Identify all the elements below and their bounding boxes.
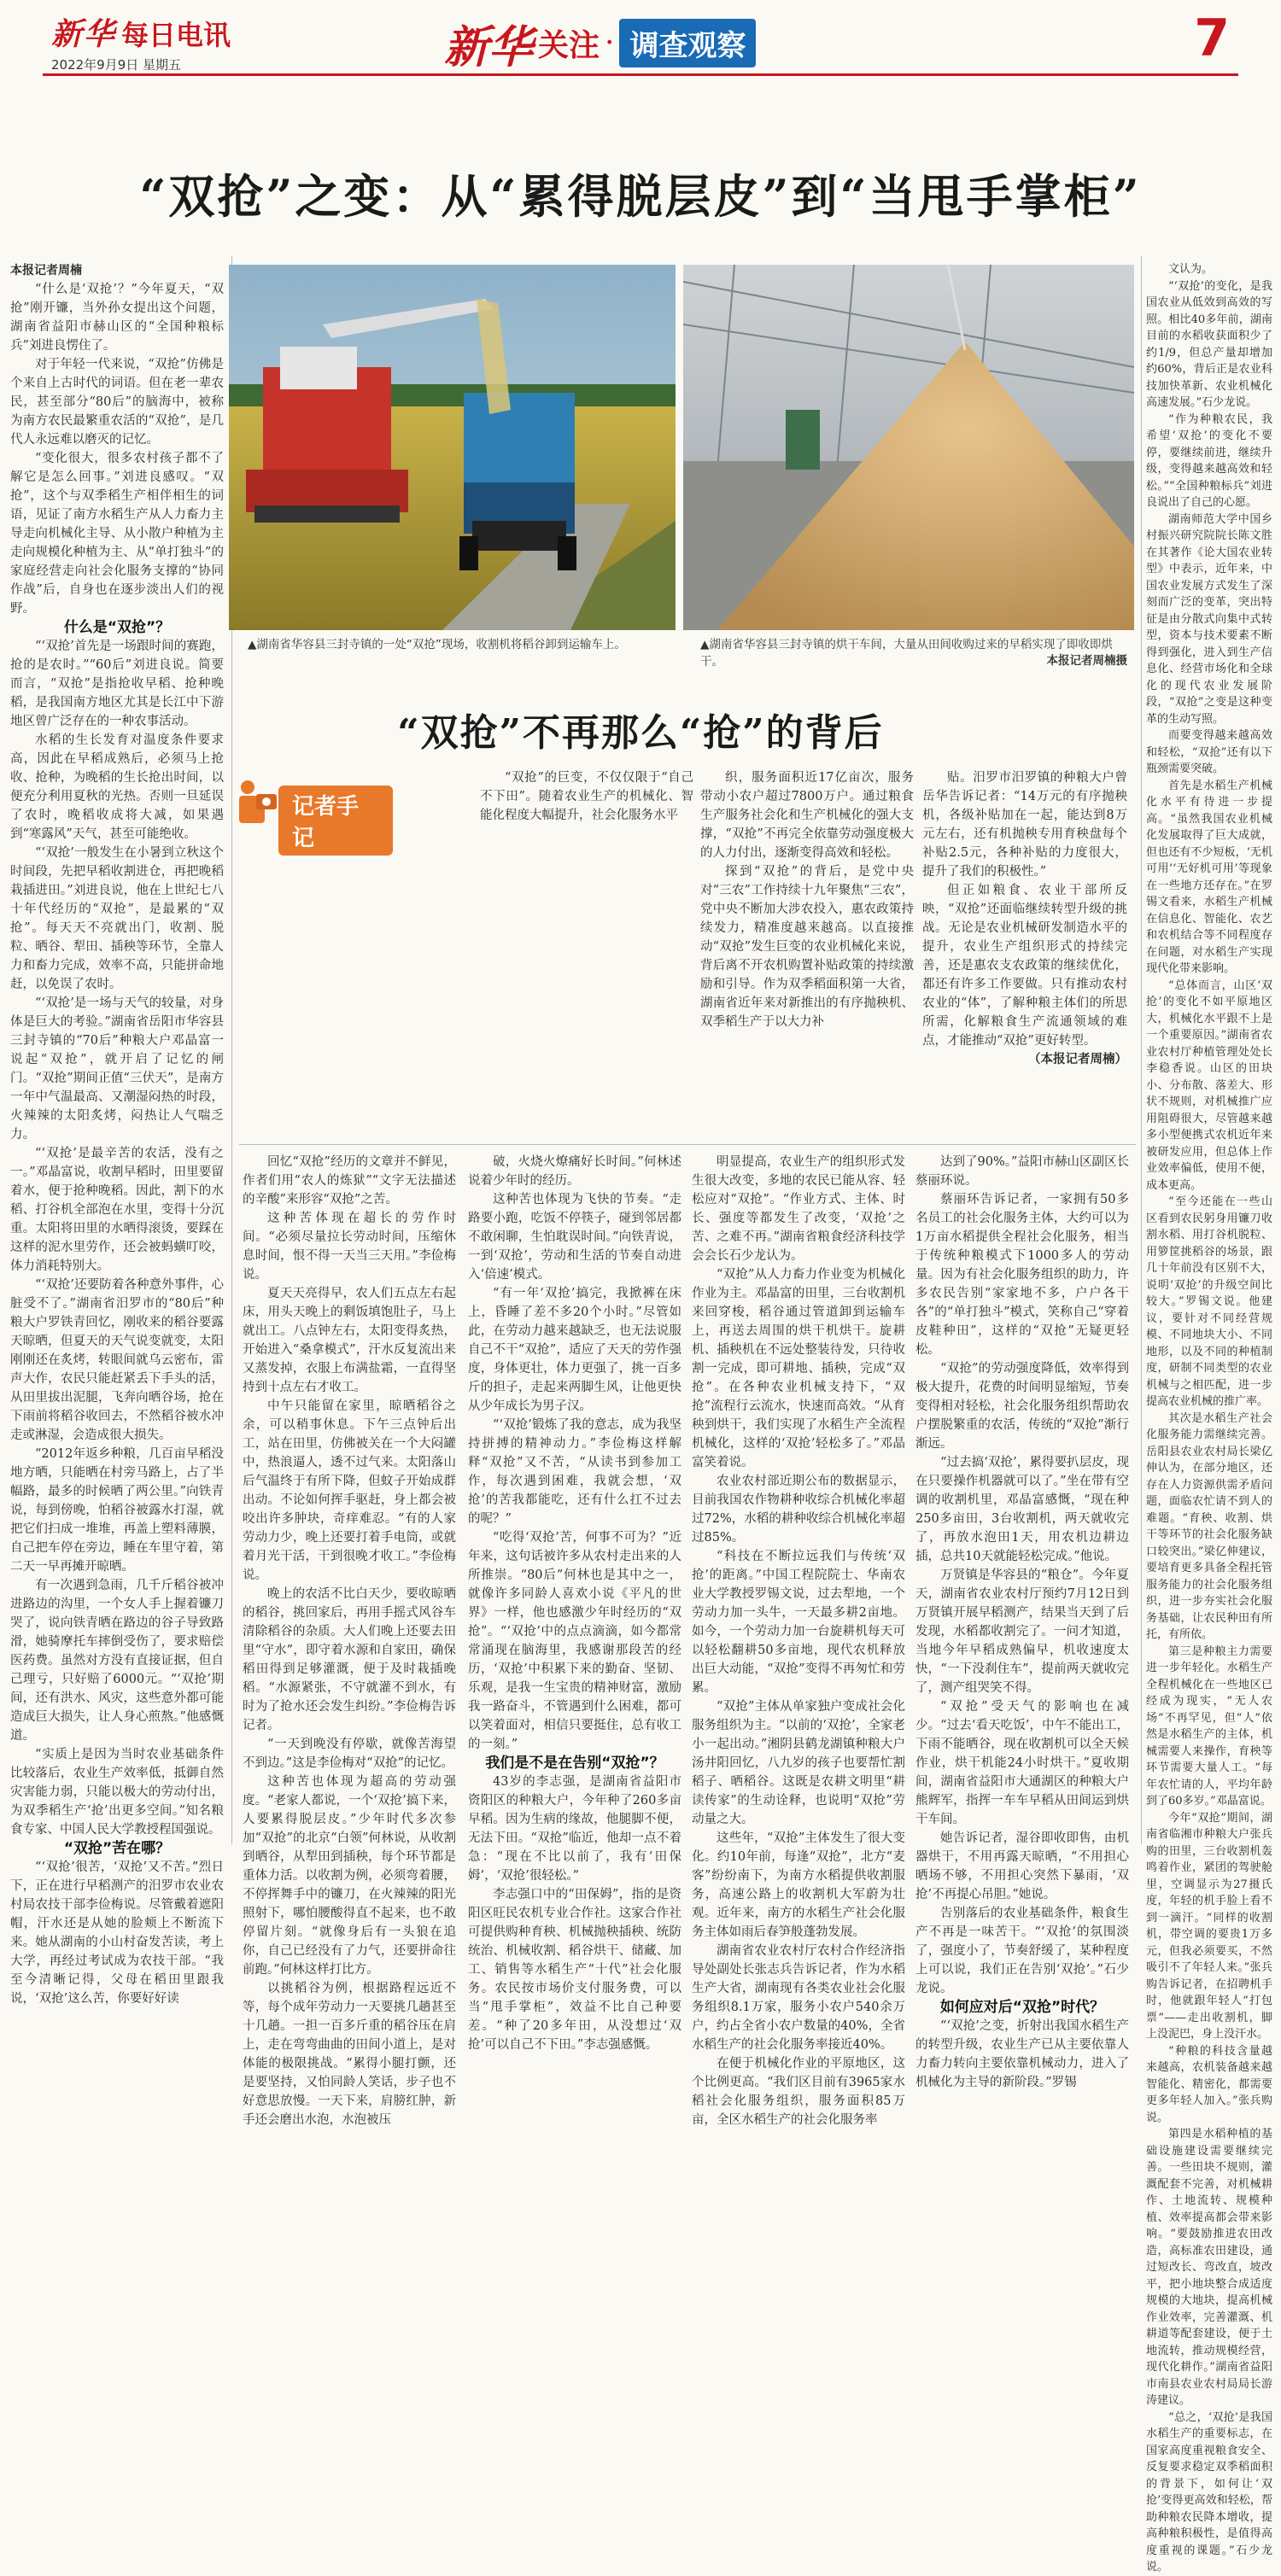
section-name-badge: 调查观察	[619, 19, 756, 67]
paragraph: “作为种粮农民，我希望‘双抢’的变化不要停，要继续前进，继续升级，变得越来越高效和轻松。”“全国种粮标兵”刘进良说出了自己的心愿。	[1146, 412, 1272, 509]
paragraph: “双抢”的巨变，不仅仅限于“自己不下田”。随着农业生产的机械化、智能化程度大幅提升，社会化服务水平	[480, 771, 693, 822]
paragraph: “‘双抢’是最辛苦的农活，没有之一。”邓晶富说，收割早稻时，田里要留着水，便于抢种晚稻。因此，割下的水稻、打谷机全部泡在水里，变得十分沉重。太阳将田里的水晒得滚烫，要踩在这样的泥水里劳作，还会被蚂蟥叮咬，体力消耗特别大。	[10, 1147, 224, 1273]
subheading: “双抢”苦在哪？	[63, 1840, 171, 1857]
paragraph: 中午只能留在家里，晾晒稻谷之余，可以稍事休息。下午三点钟后出工，站在田里，仿佛被关在一个大闷罐中，热浪逼人，透不过气来。太阳落山后气温终于有所下降，但蚊子开始成群出动。不论如何挥手驱赶，身上都会被咬出许多肿块，奇痒难忍。“有的人家劳动力少，晚上还要打着手电筒，或就着月光干活，干到很晚才收工。”李俭梅说。	[243, 1399, 456, 1582]
photo-credit: 本报记者周楠摄	[1046, 654, 1127, 668]
paragraph: 文认为。	[1168, 263, 1214, 276]
note-column-4	[922, 768, 1127, 1136]
photo-harvest-field	[229, 265, 676, 630]
subheading: 如何应对后“双抢”时代？	[939, 1999, 1105, 2016]
paragraph: 这种苦也体现为飞快的节奏。“走路要小跑，吃饭不停筷子，碰到邻居都不敢闲聊，生怕耽误时间。”向铁青说，一到‘双抢’，劳动和生活的节奏自动进入‘倍速’模式。	[468, 1193, 681, 1282]
photo-caption-left: ▲湖南省华容县三封寺镇的一处“双抢”现场，收割机将稻谷卸到运输车上。	[248, 638, 626, 651]
page-number: 7	[1194, 9, 1230, 68]
paragraph: 今年“双抢”期间，湖南省临湘市种粮大户张兵购的田里，三台收割机轰鸣着作业，紧团的驾驶舱里，空调显示为27摄氏度，年轻的机手脸上看不到一滴汗。“同样的收割机，带空调的要贵1万多元，但我必须要买，不然吸引不了年轻人来。”张兵购告诉记者，在招聘机手时，他就跟年轻人“打包票”——走出收割机，脚上没泥巴，身上没汗水。	[1146, 1811, 1272, 2041]
paragraph: 第四是水稻种植的基础设施建设需要继续完善。一些田块不规则，灌溉配套不完善，对机械耕作、土地流转、规模种植、效率提高都会带来影响。“要鼓励推进农田改造，高标准农田建设，通过短改长、弯改直，坡改平，把小地块整合成适度规模的大地块，提高机械作业效率，完善灌溉、机耕道等配套建设，便于土地流转，推动规模经营，现代化耕作。”湖南省益阳市南县农业农村局局长游涛建议。	[1146, 2128, 1272, 2407]
photo-drying-workshop	[683, 265, 1134, 630]
article-column-3	[468, 1153, 681, 2052]
section-focus: 关注	[538, 27, 600, 63]
paragraph: “‘双抢’的变化，是我国农业从低效到高效的写照。相比40多年前，湖南目前的水稻收获面积少了约1/9，但总产量却增加约60%，背后正是农业科技加快革新、农业机械化高速发展。”石少龙说。	[1146, 279, 1272, 409]
paragraph: “科技在不断拉远我们与传统‘双抢’的距离。”中国工程院院士、华南农业大学教授罗锡文说，过去犁地，一个劳动力加一头牛，一天最多耕2亩地。如今，一个劳动力加一台旋耕机每天可以轻松翻耕50多亩地，现代农机释放出巨大动能，“双抢”变得不再匆忙和劳累。	[692, 1550, 905, 1695]
grain-pile-image	[683, 265, 1134, 630]
section-header	[444, 17, 756, 73]
paragraph: 但正如粮食、农业干部所反映，“双抢”还面临继续转型升级的挑战。无论是农业机械研发制造水平的提升，农业生产组织形式的持续完善，还是惠农支农政策的继续优化，都还有许多工作要做。只有推动农村农业的“体”，了解种粮主体们的所思所需，化解粮食生产流通领域的难点，才能推动“双抢”更好转型。	[922, 884, 1127, 1048]
paragraph: 蔡丽环告诉记者，一家拥有50多名员工的社会化服务主体，大约可以为1万亩水稻提供全程社会化服务，相当于传统种粮模式下1000多人的劳动量。因为有社会化服务组织的助力，许多农民告别“家家地不多，户户各干各”的“单打独斗”模式，笑称自己“穿着皮鞋种田”，这样的“双抢”无疑更轻松。	[915, 1193, 1129, 1357]
paragraph: “‘双抢’很苦，‘双抢’又不苦。”烈日下，正在进行早稻测产的汨罗市农业农村局农技干部李俭梅说。尽管戴着遮阳帽，汗水还是从她的脸颊上不断流下来。她从湖南的小山村奋发苦读，考上大学，再经过考试成为农技干部。“我至今清晰记得，父母在稻田里跟我说，‘双抢’这么苦，你要好好读	[10, 1860, 224, 2006]
paragraph: 回忆“双抢”经历的文章并不鲜见，作者们用“农人的炼狱”“文字无法描述的辛酸”来形容“双抢”之苦。	[243, 1155, 456, 1206]
paragraph: 破，火烧火燎痛好长时间。”何林述说着少年时的经历。	[468, 1155, 681, 1188]
note-column-lead	[248, 832, 471, 1140]
paragraph: “变化很大，很多农村孩子都不了解它是怎么回事。”刘进良感叹。“双抢”，这个与双季稻生产相伴相生的词语，见证了南方水稻生产从人力畜力主导走向机械化主导、从小散户种植为主走向规模化种植为主、从“单打独斗”的家庭经营走向社会化服务支撑的“协同作战”后，自身也在逐步淡出人们的视野。	[10, 452, 224, 616]
note-column-2	[480, 768, 693, 1136]
article-column-4	[692, 1153, 905, 2127]
paragraph: “总之，‘双抢’是我国水稻生产的重要标志，在国家高度重视粮食安全、反复要求稳定双季稻面积的背景下，如何让‘双抢’变得更高效和轻松，帮助种粮农民降本增收，提高种粮积极性，是值得高度重视的课题。”石少龙说。	[1146, 2410, 1272, 2573]
photo-caption-right: ▲湖南省华容县三封寺镇的烘干车间，大量从田间收购过来的早稻实现了即收即烘干。	[700, 638, 1113, 669]
paragraph: “‘双抢’一般发生在小暑到立秋这个时间段，先把早稻收割进仓，再把晚稻栽插进田。”刘进良说，他在上世纪七八十年代经历的“双抢”，是最累的“双抢”。每天天不亮就出门，收割、脱粒、晒谷、犁田、插秧等环节，全靠人力和畜力完成，效率不高，只能拼命地赶，以免误了农时。	[10, 846, 224, 991]
section-dot: ·	[605, 25, 615, 61]
paragraph: “双抢”主体从单家独户变成社会化服务组织为主。“以前的‘双抢’，全家老小一起出动。”湘阴县鹤龙湖镇种粮大户汤井阳回忆，八九岁的孩子也要帮忙割稻子、晒稻谷。这既是农耕文明里“耕读传家”的生动诠释，也说明“双抢”劳动量之大。	[692, 1700, 905, 1826]
subheading: 我们是不是在告别“双抢”？	[485, 1755, 664, 1772]
paragraph: 以挑稻谷为例，根据路程远近不等，每个成年劳动力一天要挑几趟甚至十几趟。一担一百多斤重的稻谷压在肩上，走在弯弯曲曲的田间小道上，是对体能的极限挑战。“累得小腿打颤，还是要坚持，又怕同龄人笑话，步子也不好意思放慢。一天下来，肩膀红肿，新手还会磨出水泡，水泡被压	[243, 1982, 456, 2127]
paragraph: “‘双抢’是一场与天气的较量，对身体是巨大的考验。”湖南省岳阳市华容县三封寺镇的“70后”种粮大户邓晶富一说起“双抢”，就开启了记忆的闸门。“双抢”期间正值“三伏天”，是南方一年中气温最高、又潮湿闷热的时段，火辣辣的太阳炙烤，闷热让人气喘乏力。	[10, 996, 224, 1142]
reporter-note-badge	[231, 775, 393, 851]
paragraph: 农业农村部近期公布的数据显示，目前我国农作物耕种收综合机械化率超过72%，水稻的耕种收综合机械化率超过85%。	[692, 1475, 905, 1545]
byline: 本报记者周楠	[10, 264, 82, 277]
paragraph: 她告诉记者，湿谷即收即售，由机器烘干，不用再露天晾晒，“不用担心晒场不够，不用担心突然下暴雨，‘双抢’不再提心吊胆。”她说。	[915, 1831, 1129, 1901]
paragraph: 晚上的农活不比白天少，要收晾晒的稻谷，挑回家后，再用手摇式风谷车清除稻谷的杂质。大人们晚上还要去田里“守水”，即守着水源和自家田，确保稻田得到足够灌溉，便于及时栽插晚稻。“水源紧张，不守就灌不到水，有时为了抢水还会发生纠纷。”李俭梅告诉记者。	[243, 1587, 456, 1732]
paragraph: “至今还能在一些山区看到农民躬身用镰刀收割水稻、用打谷机脱粒、用箩筐挑稻谷的场景，跟几十年前没有区别不大，说明‘双抢’的升级空间比较大。”罗锡文说。他建议，要针对不同经营规模、不同地块大小、不同地形，以及不同的种植制度，研制不同类型的农业机械与之相匹配，进一步提高农业机械的推广率。	[1146, 1195, 1272, 1408]
paragraph: 贴。汨罗市汨罗镇的种粮大户曾岳华告诉记者：“14万元的有序抛秧机，各级补贴加在一起，能达到8万元左右，还有机抛秧专用育秧盘每个补贴2.5元，各种补贴的力度很大，提升了我们的积极性。”	[922, 771, 1127, 879]
brand-logo: 新华	[51, 16, 117, 52]
paragraph: “2012年返乡种粮，几百亩早稻没地方晒，只能晒在村旁马路上，占了半幅路，最多的时候晒了两公里。”向铁青说，每到傍晚，怕稻谷被露水打湿，就把它们扫成一堆堆，再盖上塑料薄膜，自己把车停在旁边，睡在车里守着，第二天一早再摊开晾晒。	[10, 1447, 224, 1574]
paragraph: 首先是水稻生产机械化水平有待进一步提高。“虽然我国农业机械化发展取得了巨大成就，但也还有不少短板，‘无机可用’‘无好机可用’等现象在一些地方还存在。”在罗锡文看来，水稻生产机械在信息化、智能化、农艺和农机结合等不同程度存在问题，对水稻生产实现现代化带来影响。	[1146, 779, 1272, 975]
issue-date: 2022年9月9日 星期五	[51, 57, 182, 73]
paragraph: 这种苦体现在超长的劳作时间。“必须尽量拉长劳动时间，压缩休息时间，恨不得一天当三天用。”李俭梅说。	[243, 1212, 456, 1282]
paragraph: “一天到晚没有停歇，就像苦海望不到边。”这是李俭梅对“双抢”的记忆。	[243, 1738, 456, 1770]
paragraph: 李志强口中的“田保姆”，指的是资阳区旺民农机专业合作社。这家合作社可提供购种育秧、机械抛秧插秧、统防统治、机械收割、稻谷烘干、储藏、加工、销售等水稻生产“十代”社会化服务。农民按市场价支付服务费，可以当“甩手掌柜”，效益不比自己种要差。“种了20多年田，从没想过‘双抢’可以自己不下田。”李志强感慨。	[468, 1888, 681, 2052]
paragraph: 湖南师范大学中国乡村振兴研究院院长陈文胜在其著作《论大国农业转型》中表示，近年来，中国农业发展方式发生了深刻而广泛的变革，突出特征是由分散式向集中式转型，资本与技术要素不断得到强化，进入到生产信息化、经营市场化和全球化的现代农业发展阶段，“双抢”之变是这种变革的生动写照。	[1146, 512, 1272, 726]
paragraph: 明显提高，农业生产的组织形式发生很大改变，多地的农民已能从容、轻松应对“双抢”。“作业方式、主体、时长、强度等都发生了改变，‘双抢’之苦、之难不再。”湖南省粮食经济科技学会会长石少龙认为。	[692, 1155, 905, 1263]
paragraph: 织，服务面积近17亿亩次，服务带动小农户超过7800万户。通过粮食生产服务社会化和生产机械化的强大支撑，“双抢”不再完全依靠劳动强度极大的人力付出，逐渐变得高效和轻松。	[700, 771, 914, 860]
paragraph: 43岁的李志强，是湖南省益阳市资阳区的种粮大户，今年种了260多亩早稻。因为生病的缘故，他腿脚不便，无法下田。“双抢”临近，他却一点不着急：“现在不比以前了，我有‘田保姆’，‘双抢’很轻松。”	[468, 1775, 681, 1883]
paragraph: 湖南省农业农村厅农村合作经济指导处副处长张志兵告诉记者，作为水稻生产大省，湖南现有各类农业社会化服务组织8.1万家，服务小农户540余万户，约占全省小农户数量的40%，全省水稻生产的社会化服务率接近40%。	[692, 1944, 905, 2052]
masthead-rule	[43, 73, 1238, 76]
paragraph: “吃得‘双抢’苦，何事不可为？”近年来，这句话被许多从农村走出来的人所推崇。“80后”何林也是其中之一，就像许多同龄人喜欢小说《平凡的世界》一样，他也感激少年时经历的“双抢”。“‘双抢’中的点点滴滴，如今都常常涌现在脑海里，我感谢那段苦的经历，‘双抢’中积累下来的勤奋、坚韧、乐观，是我一生宝贵的精神财富，激励我一路奋斗，不管遇到什么困难，都可以笑着面对，相信只要挺住，总有收工的一刻。”	[468, 1531, 681, 1751]
paragraph: “什么是‘双抢’？”今年夏天，“双抢”刚开镰，当外孙女提出这个问题，湖南省益阳市赫山区的“全国种粮标兵”刘进良愣住了。	[10, 283, 224, 353]
paragraph: 达到了90%。”益阳市赫山区副区长蔡丽环说。	[915, 1155, 1129, 1188]
paragraph: 对于年轻一代来说，“双抢”仿佛是个来自上古时代的词语。但在老一辈农民，甚至部分“80后”的脑海中，被称为南方农民最繁重农活的“双抢”，是几代人永远难以磨灭的记忆。	[10, 358, 224, 447]
paragraph: “双抢”的劳动强度降低，效率得到极大提升，花费的时间明显缩短，节奏变得相对轻松，社会化服务组织帮助农户摆脱繁重的农活，传统的“双抢”渐行渐远。	[915, 1362, 1129, 1451]
subheading: 什么是“双抢”？	[63, 619, 171, 636]
article-column-2	[243, 1153, 456, 2127]
paragraph: 而要变得越来越高效和轻松，“双抢”还有以下瓶颈需要突破。	[1146, 729, 1272, 775]
note-column-3	[700, 768, 914, 1136]
paragraph: “‘双抢’之变，折射出我国水稻生产的转型升级，农业生产已从主要依靠人力畜力转向主要依靠机械动力，进入了机械化为主导的新阶段。”罗锡	[915, 2019, 1129, 2089]
paragraph: 水稻的生长发育对温度条件要求高，因此在早稻成熟后，必须马上抢收、抢种，为晚稻的生长抢出时间，以便充分利用夏秋的光热。否则一旦延误了农时，晚稻收成将大减，如果遇到“寒露风”天气，甚至可能绝收。	[10, 733, 224, 841]
paragraph: 探到“双抢”的背后，是党中央对“三农”工作持续十九年聚焦“三农”，党中央不断加大涉农投入，惠农政策持续发力，精准度越来越高。以直接推动“双抢”发生巨变的农业机械化来说，背后离不开农机购置补贴政策的持续激励和引导。作为双季稻面积第一大省，湖南省近年来对新推出的有序抛秧机、双季稻生产于以大力补	[700, 865, 914, 1029]
paragraph: 有一次遇到急雨，几千斤稻谷被冲进路边的沟里，一个女人手上握着镰刀哭了，说向铁青晒在路边的谷子导致路滑，她骑摩托车摔倒受伤了，要求赔偿医药费。虽然对方没有直接证据，但自己理亏，只好赔了6000元。“‘双抢’期间，还有洪水、风灾，这些意外都可能造成巨大损失，让人身心煎熬。”他感慨道。	[10, 1579, 224, 1743]
masthead-left	[51, 10, 273, 73]
paragraph: “有一年‘双抢’搞完，我掀裤在床上，昏睡了差不多20个小时。”尽管如此，在劳动力越来越缺乏，也无法说服自己不干“双抢”，适应了天天的劳作强度，身体更壮，体力更强了，挑一百多斤的担子，走起来两脚生风，让他更快从少年成长为男子汉。	[468, 1287, 681, 1413]
section-brand: 新华	[444, 20, 534, 73]
paragraph: “实质上是因为当时农业基础条件比较落后，农业生产效率低，抵御自然灾害能力弱，只能以极大的劳动付出，为双季稻生产‘抢’出更多空间。”知名粮食专家、中国人民大学教授程国强说。	[10, 1748, 224, 1837]
paragraph: 第三是种粮主力需要进一步年轻化。水稻生产全程机械化在一些地区已经成为现实，“无人农场”不再罕见，但“人”依然是水稻生产的主体，机械需要人来操作，育秧等环节需要大量人工。“每年农忙请的人，平均年龄到了60多岁。”邓晶富说。	[1146, 1644, 1272, 1808]
camera-reporter-icon	[231, 775, 282, 827]
paragraph: 万贤镇是华容县的“粮仓”。今年夏天，湖南省农业农村厅预约7月12日到万贤镇开展早稻测产，结果当天到了后发现，水稻都收割完了。一问才知道，当地今年早稻成熟偏早，机收速度太快，“一下没刹住车”，提前两天就收完了，测产组哭笑不得。	[915, 1568, 1129, 1695]
paragraph: “‘双抢’还要防着各种意外事件，心脏受不了。”湖南省汨罗市的“80后”种粮大户罗铁青回忆，刚收来的稻谷要露天晾晒，但夏天的天气说变就变，太阳刚刚还在炙烤，转眼间就乌云密布，雷声大作，农民只能赶紧丢下手头的活，从田里拔出泥腿，飞奔向晒谷场，抢在下雨前将稻谷收回去，不然稻谷被水冲走或淋湿，会造成很大损失。	[10, 1278, 224, 1442]
sub-article-headline: “双抢”不再那么“抢”的背后	[397, 711, 884, 755]
paragraph: 在便于机械化作业的平原地区，这个比例更高。“我们区目前有3965家水稻社会化服务组织，服务面积85万亩，全区水稻生产的社会化服务率	[692, 2057, 905, 2127]
column-divider-right	[1141, 256, 1142, 1844]
paragraph: 这种苦也体现为超高的劳动强度。“老家人都说，一个‘双抢’搞下来，人要累得脱层皮。”少年时代多次参加“双抢”的北京“白领”何林说，从收割到晒谷，从犁田到插秧，每个环节都是重体力活。以收割为例，必须弯着腰，不停挥舞手中的镰刀，在火辣辣的阳光照射下，哪怕腰酸得直不起来，也不敢停留片刻。“就像身后有一头狼在追你，自己已经没有了力气，还要拼命往前跑。”何林这样打比方。	[243, 1775, 456, 1977]
reporter-note-label: 记者手记	[278, 786, 393, 856]
paragraph: 夏天天亮得早，农人们五点左右起床，用头天晚上的剩饭填饱肚子，马上就出工。八点钟左右，太阳变得炙热，开始进入“桑拿模式”，汗水反复流出来又蒸发掉，衣服上布满盐霜，一直得坚持到十点左右才收工。	[243, 1287, 456, 1394]
paragraph: “双抢”从人力畜力作业变为机械化作业为主。邓晶富的田里，三台收割机来回穿梭，稻谷通过管道卸到运输车上，再送去周围的烘干机烘干。旋耕机、插秧机在不远处整装待发，只待收割一完成，即可耕地、插秧，完成“双抢”。在各种农业机械支持下，“双抢”流程行云流水，快速而高效。“从育秧到烘干，我们实现了水稻生产全流程机械化，这样的‘双抢’轻松多了。”邓晶富笑着说。	[692, 1268, 905, 1469]
paragraph: “过去搞‘双抢’，累得要扒层皮，现在只要操作机器就可以了。”坐在带有空调的收割机里，邓晶富感慨，“现在种250多亩田，3台收割机，两天就收完了，再放水泡田1天，用农机边耕边插，总共10天就能轻松完成。”他说。	[915, 1456, 1129, 1563]
paragraph: “总体而言，山区‘双抢’的变化不如平原地区大，机械化水平跟不上是一个重要原因。”湖南省农业农村厅种植管理处处长李稳香说。山区的田块小、分布散、落差大、形状不规则，对机械推广应用阻碍很大，尽管越来越多小型便携式农机近年来被研发应用，但总体上作业效率偏低，使用不便，成本更高。	[1146, 978, 1272, 1192]
article-column-5	[915, 1153, 1129, 2089]
article-column-1	[10, 261, 224, 2006]
paragraph: “‘双抢’锻炼了我的意志，成为我坚持拼搏的精神动力。”李俭梅这样解释“双抢”又不苦，“从读书到参加工作，每次遇到困难，我就会想，‘双抢’的苦我都能吃，还有什么扛不过去的呢？”	[468, 1418, 681, 1526]
article-column-6	[1146, 261, 1272, 2573]
paragraph: 这些年，“双抢”主体发生了很大变化。约10年前，每逢“双抢”，北方“麦客”纷纷南下，为南方水稻提供收割服务，高速公路上的收割机大军蔚为壮观。近年来，南方的水稻生产社会化服务主体如雨后春笋般蓬勃发展。	[692, 1831, 905, 1939]
paragraph: “双抢”受天气的影响也在减少。“过去‘看天吃饭’，中午不能出工，下雨不能晒谷，现在收割机可以全天候作业，烘干机能24小时烘干。”夏收期间，湖南省益阳市大通湖区的种粮大户熊辉军，指挥一车车早稻从田间运到烘干车间。	[915, 1700, 1129, 1826]
paragraph: 告别落后的农业基础条件，粮食生产不再是一味苦干。“‘双抢’的氛围淡了，强度小了，节奏舒缓了，某种程度上可以说，我们正在告别‘双抢’。”石少龙说。	[915, 1907, 1129, 1995]
section-divider	[239, 1144, 1136, 1145]
paragraph: 其次是水稻生产社会化服务能力需继续完善。岳阳县农业农村局长梁亿伸认为，在部分地区，还存在人力资源供需矛盾问题，面临农忙请不到人的难题。“育秧、收割、烘干等环节的社会化服务缺口较突出。”梁亿伸建议，要培育更多具备全程托管服务能力的社会化服务组织，进一步夯实社会化服务基础，让农民种田有所托，有所依。	[1146, 1411, 1272, 1641]
paragraph: “种粮的科技含量越来越高，农机装备越来越智能化、精密化，都需要更多年轻人加入。”张兵购说。	[1146, 2044, 1272, 2124]
note-credit: （本报记者周楠）	[1028, 1052, 1127, 1066]
paragraph: “‘双抢’首先是一场跟时间的赛跑，抢的是农时。”“60后”刘进良说。简要而言，“双抢”是指抢收早稻、抢种晚稻，是我国南方地区尤其是长江中下游地区曾广泛存在的一种农事活动。	[10, 640, 224, 728]
brand-sub: 每日电讯	[121, 19, 231, 51]
main-headline: “双抢”之变：从“累得脱层皮”到“当甩手掌柜”	[139, 169, 1142, 224]
harvest-field-image	[229, 265, 676, 630]
